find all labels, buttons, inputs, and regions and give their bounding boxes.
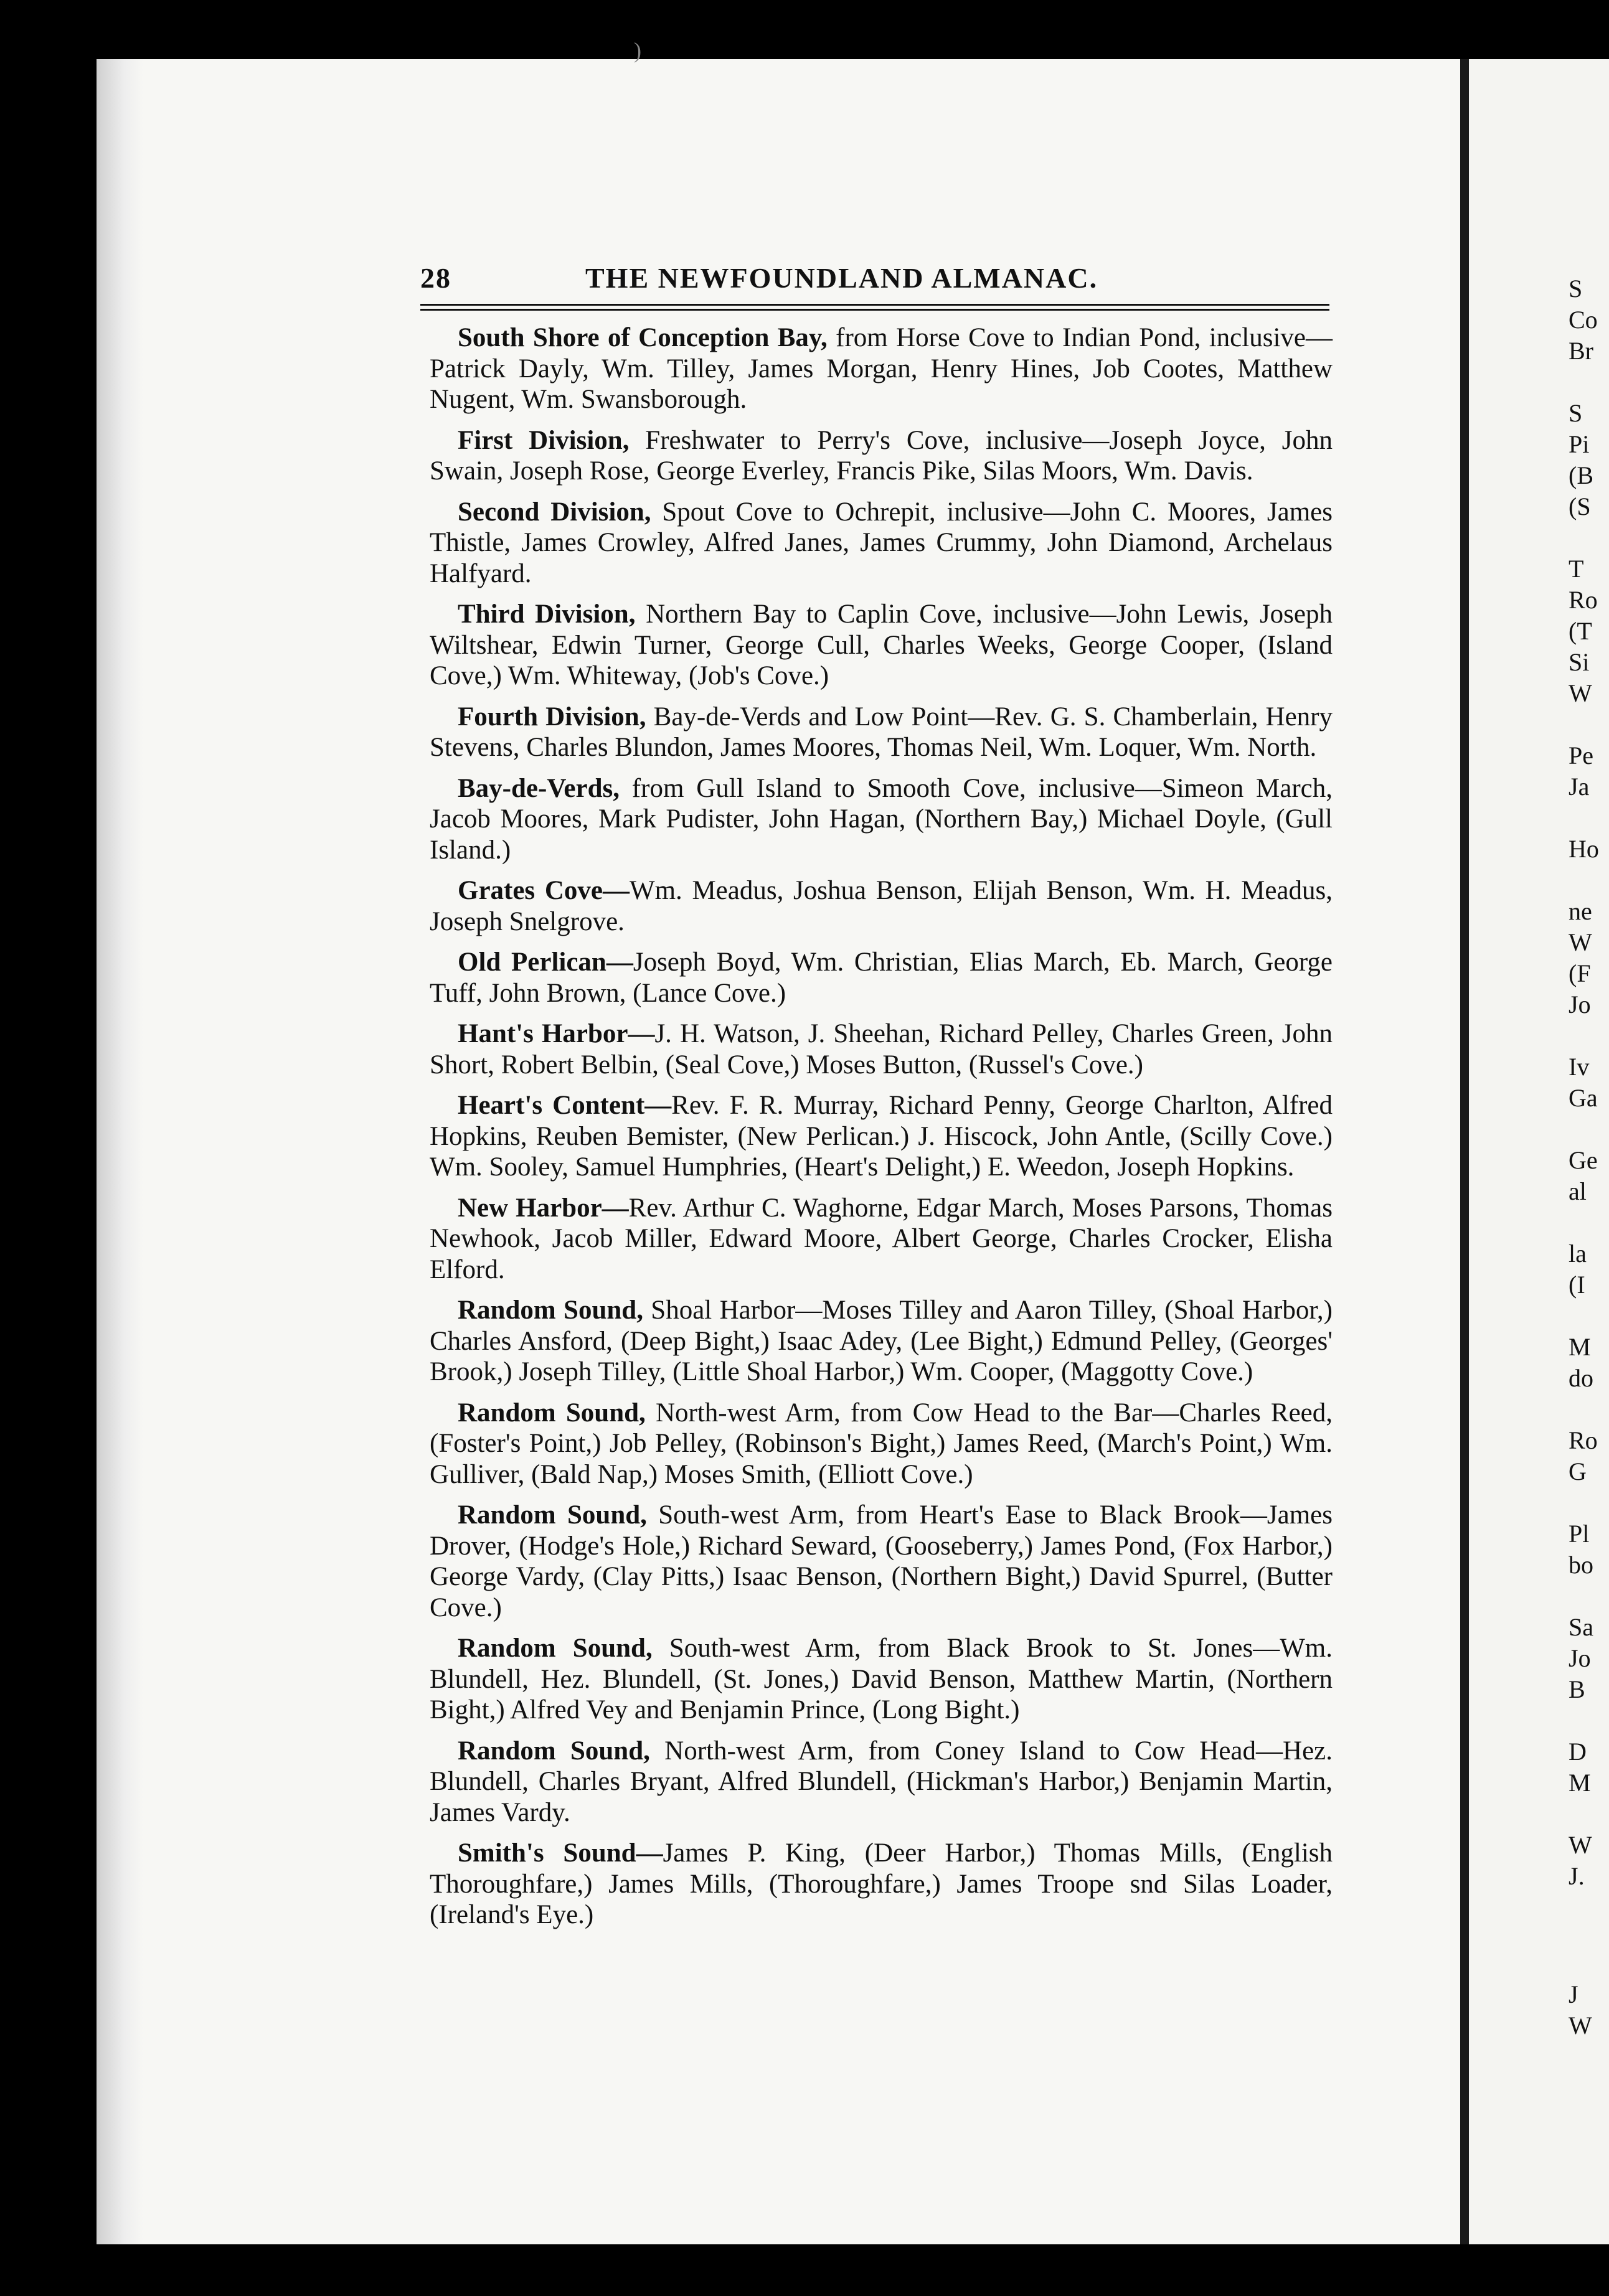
directory-entry <box>430 1193 1333 1286</box>
entry-names: Spout Cove to Ochrepit, inclusive—John C. Moores, James Thistle, James Crowley, Alfred Janes, James Crummy, John Diamond, Archelaus Halfyard. <box>430 497 1333 588</box>
facing-page-text: M <box>1569 1769 1591 1797</box>
directory-entry <box>430 773 1333 866</box>
facing-page-text: J. <box>1569 1862 1585 1890</box>
directory-entry <box>430 599 1333 692</box>
top-mark: ) <box>634 38 641 63</box>
entry-names: Joseph Boyd, Wm. Christian, Elias March, Eb. March, George Tuff, John Brown, (Lance Cove.) <box>430 948 1333 1008</box>
directory-entry <box>430 1398 1333 1490</box>
facing-page-text: (B <box>1569 461 1593 489</box>
facing-page-text: B <box>1569 1675 1585 1703</box>
directory-entry <box>430 497 1333 590</box>
directory-listing <box>430 322 1333 1941</box>
facing-page-text: al <box>1569 1177 1587 1205</box>
entry-place-name: Second Division, <box>458 497 651 527</box>
entry-names: James P. King, (Deer Harbor,) Thomas Mills, (English Thoroughfare,) James Mills, (Thoroughfare,) James Troope snd Silas Loader, (Ireland's Eye.) <box>430 1838 1333 1929</box>
running-title: THE NEWFOUNDLAND ALMANAC. <box>585 262 1098 294</box>
facing-page-text: Pi <box>1569 430 1590 458</box>
facing-page-text: Co <box>1569 306 1598 334</box>
entry-names: Freshwater to Perry's Cove, inclusive—Joseph Joyce, John Swain, Joseph Rose, George Everley, Francis Pike, Silas Moors, Wm. Davis. <box>430 425 1333 486</box>
entry-place-name: Random Sound, <box>458 1500 647 1530</box>
directory-entry <box>430 1500 1333 1623</box>
entry-place-name: Smith's Sound— <box>458 1838 663 1868</box>
facing-page-text: M <box>1569 1333 1591 1361</box>
entry-place-name: South Shore of Conception Bay, <box>458 323 828 352</box>
page-number: 28 <box>420 262 451 294</box>
directory-entry <box>430 322 1333 415</box>
facing-page-text: Ja <box>1569 773 1590 801</box>
facing-page-text: Ro <box>1569 586 1598 614</box>
facing-page-text: do <box>1569 1364 1593 1392</box>
entry-names: North-west Arm, from Cow Head to the Bar—Charles Reed, (Foster's Point,) Job Pelley, (Robinson's Bight,) James Reed, (March's Point,) Wm. Gulliver, (Bald Nap,) Moses Smith, (Elliott Cove.) <box>430 1398 1333 1489</box>
facing-page-text: ne <box>1569 897 1592 925</box>
facing-page-fragment <box>1460 59 1609 2244</box>
facing-page-text: W <box>1569 928 1592 956</box>
facing-page-text: Ro <box>1569 1426 1598 1454</box>
facing-page-text: Ge <box>1569 1146 1598 1174</box>
entry-names: Rev. Arthur C. Waghorne, Edgar March, Moses Parsons, Thomas Newhook, Jacob Miller, Edward Moore, Albert George, Charles Crocker, Elisha Elford. <box>430 1193 1333 1284</box>
entry-names: Bay-de-Verds and Low Point—Rev. G. S. Chamberlain, Henry Stevens, Charles Blundon, James Moores, Thomas Neil, Wm. Loquer, Wm. North. <box>430 702 1333 762</box>
entry-place-name: Heart's Content— <box>458 1091 672 1120</box>
entry-place-name: First Division, <box>458 425 630 455</box>
header-rule-bottom <box>420 309 1329 311</box>
directory-entry <box>430 425 1333 487</box>
entry-names: from Gull Island to Smooth Cove, inclusive—Simeon March, Jacob Moores, Mark Pudister, John Hagan, (Northern Bay,) Michael Doyle, (Gull Island.) <box>430 773 1333 865</box>
entry-names: J. H. Watson, J. Sheehan, Richard Pelley, Charles Green, John Short, Robert Belbin, (Seal Cove,) Moses Button, (Russel's Cove.) <box>430 1019 1333 1080</box>
entry-names: from Horse Cove to Indian Pond, inclusive—Patrick Dayly, Wm. Tilley, James Morgan, Henry Hines, Job Cootes, Matthew Nugent, Wm. Swansborough. <box>430 323 1333 414</box>
facing-page-text: G <box>1569 1457 1587 1485</box>
facing-page-text: Pe <box>1569 741 1593 769</box>
facing-page-text: (S <box>1569 492 1591 520</box>
facing-page-text: Ga <box>1569 1084 1598 1112</box>
facing-page-text: S <box>1569 399 1583 427</box>
facing-page-text: (T <box>1569 617 1592 645</box>
facing-page-text: (I <box>1569 1271 1585 1299</box>
entry-names: South-west Arm, from Black Brook to St. Jones—Wm. Blundell, Hez. Blundell, (St. Jones,) David Benson, Matthew Martin, (Northern Bight,) Alfred Vey and Benjamin Prince, (Long Bight.) <box>430 1634 1333 1724</box>
header-rule-top <box>420 304 1329 306</box>
directory-entry <box>430 1633 1333 1726</box>
entry-place-name: Random Sound, <box>458 1398 646 1428</box>
entry-names: Rev. F. R. Murray, Richard Penny, George Charlton, Alfred Hopkins, Reuben Bemister, (New Perlican.) J. Hiscock, John Antle, (Scilly Cove.) Wm. Sooley, Samuel Humphries, (Heart's Delight,) E. Weedon, Joseph Hopkins. <box>430 1091 1333 1182</box>
entry-place-name: Hant's Harbor— <box>458 1019 655 1048</box>
entry-place-name: Random Sound, <box>458 1736 650 1766</box>
entry-place-name: Bay-de-Verds, <box>458 773 620 803</box>
facing-page-text: Si <box>1569 648 1590 676</box>
entry-place-name: Grates Cove— <box>458 876 630 905</box>
directory-entry <box>430 1736 1333 1828</box>
facing-page-text: Pl <box>1569 1520 1590 1548</box>
entry-place-name: Random Sound, <box>458 1634 653 1663</box>
facing-page-text: T <box>1569 555 1584 583</box>
entry-names: Shoal Harbor—Moses Tilley and Aaron Tilley, (Shoal Harbor,) Charles Ansford, (Deep Bight,) Isaac Adey, (Lee Bight,) Edmund Pelley, (Georges' Brook,) Joseph Tilley, (Little Shoal Harbor,) Wm. Cooper, (Maggotty Cove.) <box>430 1296 1333 1386</box>
facing-page-text: Jo <box>1569 990 1591 1019</box>
facing-page-text: J <box>1569 1980 1578 2008</box>
entry-names: Wm. Meadus, Joshua Benson, Elijah Benson, Wm. H. Meadus, Joseph Snelgrove. <box>430 876 1333 936</box>
directory-entry <box>430 1838 1333 1931</box>
facing-page-text: Iv <box>1569 1053 1590 1081</box>
entry-place-name: Old Perlican— <box>458 948 633 977</box>
binding-shadow <box>97 59 143 2244</box>
facing-page-text: Ho <box>1569 835 1599 863</box>
directory-entry <box>430 875 1333 937</box>
entry-place-name: New Harbor— <box>458 1193 629 1223</box>
facing-page-text: Sa <box>1569 1613 1593 1641</box>
entry-names: North-west Arm, from Coney Island to Cow Head—Hez. Blundell, Charles Bryant, Alfred Blundell, (Hickman's Harbor,) Benjamin Martin, James Vardy. <box>430 1736 1333 1827</box>
directory-entry <box>430 1295 1333 1388</box>
facing-page-text: W <box>1569 679 1592 707</box>
entry-place-name: Random Sound, <box>458 1296 643 1325</box>
entry-place-name: Fourth Division, <box>458 702 646 732</box>
facing-page-text: W <box>1569 1831 1592 1859</box>
facing-page-text: S <box>1569 275 1583 303</box>
facing-page-text: Br <box>1569 337 1593 365</box>
entry-names: Northern Bay to Caplin Cove, inclusive—John Lewis, Joseph Wiltshear, Edwin Turner, George Cull, Charles Weeks, George Cooper, (Island Cove,) Wm. Whiteway, (Job's Cove.) <box>430 600 1333 690</box>
facing-page-text: D <box>1569 1738 1587 1766</box>
facing-page-text: la <box>1569 1240 1587 1268</box>
facing-page-text: Jo <box>1569 1644 1591 1672</box>
directory-entry <box>430 1090 1333 1183</box>
facing-page-text: bo <box>1569 1551 1593 1579</box>
directory-entry <box>430 702 1333 763</box>
entry-place-name: Third Division, <box>458 600 636 629</box>
facing-page-text: (F <box>1569 959 1591 987</box>
entry-names: South-west Arm, from Heart's Ease to Black Brook—James Drover, (Hodge's Hole,) Richard Seward, (Gooseberry,) James Pond, (Fox Harbor,) George Vardy, (Clay Pitts,) Isaac Benson, (Northern Bight,) David Spurrel, (Butter Cove.) <box>430 1500 1333 1622</box>
facing-page-text: W <box>1569 2011 1592 2040</box>
directory-entry <box>430 1019 1333 1080</box>
directory-entry <box>430 947 1333 1009</box>
